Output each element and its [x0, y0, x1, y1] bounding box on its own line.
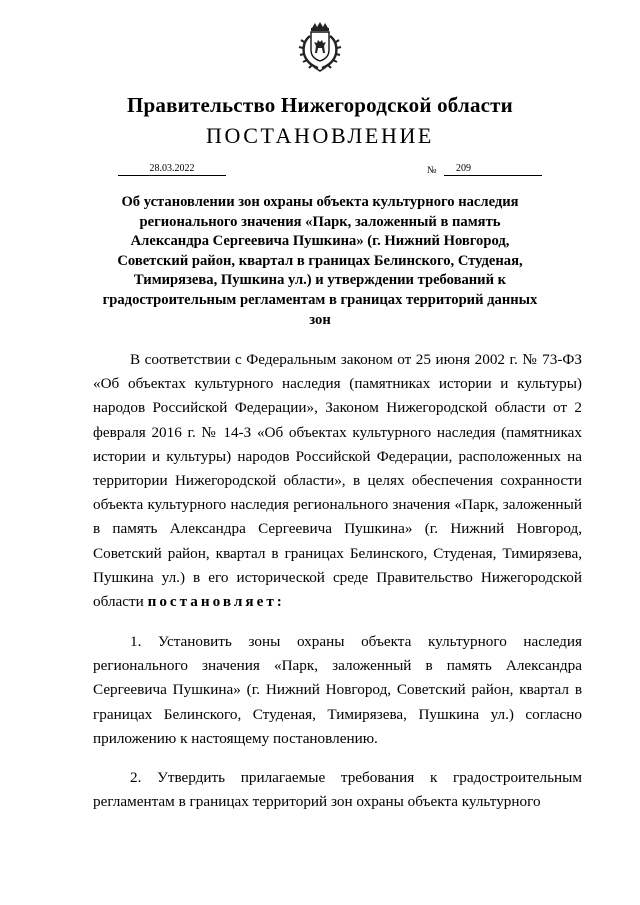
decree-word: постановляет: [147, 593, 285, 611]
paragraph-item-1 [93, 630, 582, 751]
number-label: № [427, 165, 437, 176]
item-1-text: 1. Установить зоны охраны объекта культурного наследия регионального значения «Парк, заложенный в память Александра Сергеевича Пушкина» (г. Нижний Новгород, Советский район, квартал в границах Белинского, Студеная, Тимирязева, Пушкина ул.) согласно приложению к настоящему постановлению. [93, 633, 582, 747]
government-name: Правительство Нижегородской области [127, 93, 513, 117]
document-type: ПОСТАНОВЛЕНИЕ [206, 123, 434, 148]
paragraph-preamble [93, 348, 582, 614]
document-number-field [444, 162, 542, 176]
paragraph-item-2 [93, 766, 582, 814]
document-date: 28.03.2022 [118, 162, 226, 176]
preamble-text: В соответствии с Федеральным законом от 25 июня 2002 г. № 73-ФЗ «Об объектах культурного наследия (памятниках истории и культуры) народов Российской Федерации», Законом Нижегородской области от 2 февраля 2016 г. № 14-З «Об объектах культурного наследия (памятниках истории и культуры) народов Российской Федерации, расположенных на территории Нижегородской области», в целях обеспечения сохранности объекта культурного наследия регионального значения «Парк, заложенный в память Александра Сергеевича Пушкина» (г. Нижний Новгород, Советский район, квартал в границах Белинского, Студеная, Тимирязева, Пушкина ул.) в его исторической среде Правительство Нижегородской области [93, 351, 582, 611]
coat-of-arms-icon [298, 20, 342, 74]
document-title: Об установлении зон охраны объекта культурного наследия регионального значения «Парк, заложенный в память Александра Сергеевича Пушкина» (г. Нижний Новгород, Советский район, квартал в границах Белинского, Студеная, Тимирязева, Пушкина ул.) и утверждении требований к градостроительным регламентам в границах территорий данных зон [102, 194, 538, 328]
item-2-text: 2. Утвердить прилагаемые требования к градостроительным регламентам в границах территорий зон охраны объекта культурного [93, 769, 582, 811]
document-number: 209 [456, 163, 471, 174]
